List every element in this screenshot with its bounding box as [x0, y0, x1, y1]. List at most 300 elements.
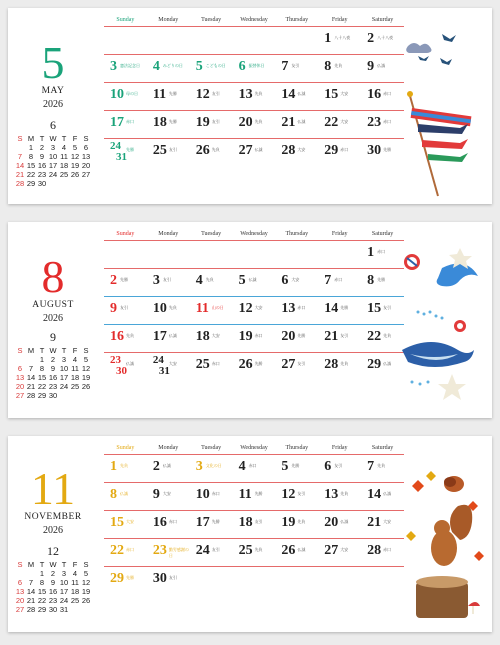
mini-day: 19 [70, 161, 80, 170]
month-grid [104, 14, 404, 166]
week-row [104, 138, 404, 166]
day-note: 赤口 [383, 547, 392, 552]
day-cell[interactable] [275, 241, 318, 268]
sea-animals-illustration [398, 222, 486, 418]
day-number: 12 [195, 87, 210, 102]
day-cell[interactable] [275, 567, 318, 594]
day-number: 5 [238, 273, 246, 288]
day-cell[interactable] [233, 139, 276, 166]
mini-weekday: T [61, 346, 67, 355]
mini-day: 15 [37, 373, 47, 382]
day-note: 大安 [340, 119, 349, 124]
mini-month-number: 12 [47, 544, 59, 558]
day-number: 9 [152, 487, 160, 502]
day-cell[interactable] [233, 455, 276, 482]
day-cell[interactable] [318, 83, 361, 110]
day-number: 2 [367, 31, 375, 46]
day-number: 25 [152, 143, 167, 158]
day-cell[interactable] [275, 269, 318, 296]
calendar-page-november [8, 436, 492, 632]
mini-calendar [8, 544, 98, 614]
mini-day: 30 [37, 179, 47, 188]
day-number: 1 [324, 31, 332, 46]
day-note: 憲法記念日 [120, 63, 140, 68]
day-number: 13 [238, 87, 253, 102]
mini-day: 28 [15, 179, 25, 188]
mini-weekday: W [49, 346, 57, 355]
mini-day: 20 [81, 161, 91, 170]
mini-weekday: T [61, 560, 67, 569]
day-note: 仏滅 [340, 519, 349, 524]
day-cell[interactable] [190, 539, 233, 566]
day-number: 7 [367, 459, 375, 474]
mini-day: 9 [50, 578, 56, 587]
day-cell[interactable] [233, 297, 276, 324]
day-cell[interactable] [190, 241, 233, 268]
day-cell[interactable] [190, 55, 233, 82]
mini-day: 8 [39, 364, 45, 373]
day-number: 1 [110, 459, 117, 474]
day-note: 友引 [383, 305, 392, 310]
day-number: 20 [281, 329, 296, 344]
day-cell[interactable] [190, 325, 233, 352]
day-cell[interactable] [318, 297, 361, 324]
day-number: 30 [116, 365, 127, 377]
mini-day: 3 [61, 569, 67, 578]
day-cell[interactable] [147, 325, 190, 352]
day-note: 友引 [291, 63, 300, 68]
mini-day: 18 [70, 373, 80, 382]
day-cell[interactable] [275, 83, 318, 110]
mini-weekday: T [39, 134, 45, 143]
day-number: 4 [152, 59, 160, 74]
day-number: 28 [324, 357, 339, 372]
week-row [104, 352, 404, 380]
mini-day: 25 [59, 170, 69, 179]
mini-day: 21 [26, 596, 36, 605]
mini-calendar [8, 118, 98, 188]
day-cell[interactable] [147, 539, 190, 566]
mini-day: 22 [26, 170, 36, 179]
mini-weekday: S [83, 134, 89, 143]
mini-day: 20 [15, 382, 25, 391]
day-note: 赤口 [334, 277, 343, 282]
day-number: 18 [152, 115, 167, 130]
day-cell[interactable] [275, 27, 318, 54]
day-note: 赤口 [248, 463, 257, 468]
mini-day: 23 [37, 170, 47, 179]
day-note: 先負 [168, 305, 177, 310]
mini-day: 21 [15, 170, 25, 179]
day-note: 山の日 [211, 305, 224, 310]
day-number: 12 [281, 487, 296, 502]
mini-weekday: M [27, 134, 35, 143]
day-note: 仏滅 [120, 491, 128, 496]
day-number: 16 [367, 87, 382, 102]
day-note: 友引 [297, 361, 306, 366]
mini-day: 5 [72, 143, 78, 152]
day-cell[interactable] [147, 27, 190, 54]
week-row [104, 82, 404, 110]
mini-day [70, 179, 81, 188]
day-note: 赤口 [168, 519, 177, 524]
day-cell[interactable] [190, 353, 233, 380]
mini-day: 16 [48, 373, 58, 382]
weekday-header [104, 228, 404, 240]
weekday-label: Wednesday [240, 17, 268, 23]
mini-weekday: F [72, 560, 78, 569]
day-note: 先負 [297, 519, 306, 524]
day-number: 11 [152, 87, 167, 102]
day-cell[interactable] [104, 55, 147, 82]
month-name: NOVEMBER [24, 512, 82, 522]
day-note: 先負 [254, 547, 263, 552]
mini-day: 26 [81, 596, 91, 605]
mini-day: 22 [37, 596, 47, 605]
day-cell[interactable] [147, 567, 190, 594]
mini-day: 30 [48, 391, 58, 400]
mini-day: 7 [28, 578, 34, 587]
day-cell[interactable] [318, 139, 361, 166]
day-note: 先勝 [254, 491, 263, 496]
day-number: 24 [152, 354, 164, 366]
day-cell[interactable] [104, 297, 147, 324]
month-header [8, 222, 104, 418]
day-cell[interactable] [233, 353, 276, 380]
day-number: 15 [110, 515, 124, 530]
day-cell[interactable] [233, 55, 276, 82]
mini-calendar [8, 330, 98, 400]
weekday-label: Sunday [116, 231, 135, 237]
day-cell[interactable] [104, 139, 147, 166]
day-note: 友引 [211, 547, 220, 552]
day-number: 21 [367, 515, 382, 530]
mini-day: 12 [81, 578, 91, 587]
day-number: 23 [110, 354, 121, 366]
mini-day: 1 [39, 569, 45, 578]
day-cell[interactable] [275, 353, 318, 380]
day-cell[interactable] [233, 241, 276, 268]
weekday-label: Monday [158, 231, 179, 237]
mini-day: 10 [59, 578, 69, 587]
day-cell[interactable] [147, 483, 190, 510]
day-cell[interactable] [275, 111, 318, 138]
day-cell[interactable] [275, 539, 318, 566]
day-cell[interactable] [104, 567, 147, 594]
mini-day: 14 [15, 161, 25, 170]
mini-day: 24 [59, 596, 69, 605]
weekday-label: Thursday [285, 445, 309, 451]
day-cell[interactable] [104, 325, 147, 352]
day-cell[interactable] [275, 297, 318, 324]
day-cell[interactable] [190, 511, 233, 538]
day-number: 26 [281, 543, 296, 558]
weekday-label: Friday [331, 445, 348, 451]
day-cell[interactable] [318, 353, 361, 380]
day-cell[interactable] [104, 111, 147, 138]
day-number: 12 [238, 301, 253, 316]
day-cell[interactable] [275, 455, 318, 482]
day-note: 仏滅 [248, 277, 257, 282]
mini-day [15, 569, 26, 578]
month-header [8, 436, 104, 632]
mini-day [26, 355, 37, 364]
day-note: 先勝 [126, 147, 134, 152]
mini-day: 11 [71, 364, 79, 373]
day-number: 25 [195, 357, 210, 372]
day-cell[interactable] [147, 353, 190, 380]
day-number: 17 [195, 515, 210, 530]
day-note: 大安 [126, 519, 134, 524]
day-number: 19 [195, 115, 210, 130]
day-number: 27 [281, 357, 296, 372]
day-cell[interactable] [318, 511, 361, 538]
mini-day: 25 [70, 382, 80, 391]
mini-day: 17 [59, 587, 69, 596]
squirrel-illustration [398, 436, 486, 632]
day-note: 大安 [297, 147, 306, 152]
day-cell[interactable] [318, 567, 361, 594]
day-note: 先勝 [168, 119, 177, 124]
day-cell[interactable] [147, 511, 190, 538]
week-row [104, 240, 404, 268]
day-cell[interactable] [275, 483, 318, 510]
day-cell[interactable] [275, 325, 318, 352]
day-number: 17 [152, 329, 167, 344]
day-number: 8 [110, 487, 117, 502]
day-note: 文化の日 [205, 463, 222, 468]
day-note: 先負 [120, 463, 128, 468]
day-note: 友引 [297, 491, 306, 496]
mini-day: 20 [15, 596, 25, 605]
day-cell[interactable] [190, 27, 233, 54]
mini-day: 31 [59, 605, 69, 614]
mini-day: 12 [70, 152, 80, 161]
day-cell[interactable] [190, 139, 233, 166]
day-cell[interactable] [275, 511, 318, 538]
week-row [104, 566, 404, 594]
day-number: 21 [324, 329, 339, 344]
day-cell[interactable] [233, 27, 276, 54]
day-cell[interactable] [147, 83, 190, 110]
day-note: こどもの日 [205, 63, 226, 68]
day-cell[interactable] [190, 297, 233, 324]
mini-day: 13 [81, 152, 91, 161]
weekday-label: Saturday [371, 231, 394, 237]
day-note: 友引 [120, 305, 128, 310]
month-name: MAY [41, 86, 65, 96]
month-number: 11 [30, 463, 76, 514]
day-cell[interactable] [233, 269, 276, 296]
day-cell[interactable] [318, 325, 361, 352]
day-cell[interactable] [104, 353, 147, 380]
day-cell[interactable] [147, 269, 190, 296]
day-note: 仏滅 [383, 361, 392, 366]
day-number: 13 [281, 301, 296, 316]
mini-day: 15 [26, 161, 36, 170]
day-number: 6 [238, 59, 246, 74]
mini-day [81, 179, 92, 188]
day-number: 27 [238, 143, 253, 158]
day-note: 大安 [383, 519, 392, 524]
day-note: 仏滅 [383, 491, 392, 496]
day-number: 4 [195, 273, 203, 288]
mini-day: 11 [71, 578, 79, 587]
day-cell[interactable] [104, 539, 147, 566]
day-cell[interactable] [318, 483, 361, 510]
week-row [104, 268, 404, 296]
day-cell[interactable] [318, 27, 361, 54]
day-note: 赤口 [211, 491, 220, 496]
mini-weekday: S [17, 134, 23, 143]
day-cell[interactable] [147, 139, 190, 166]
day-number: 22 [367, 329, 382, 344]
mini-weekday: T [61, 134, 67, 143]
mini-day: 19 [81, 587, 91, 596]
mini-day: 24 [59, 382, 69, 391]
day-cell[interactable] [190, 269, 233, 296]
mini-weekday: T [39, 346, 45, 355]
day-note: 先負 [383, 333, 392, 338]
day-number: 1 [367, 245, 375, 260]
day-cell[interactable] [275, 139, 318, 166]
day-cell[interactable] [233, 83, 276, 110]
day-note: 赤口 [377, 249, 386, 254]
day-number: 18 [238, 515, 253, 530]
day-cell[interactable] [318, 539, 361, 566]
day-number: 2 [110, 273, 117, 288]
day-number: 31 [116, 151, 127, 163]
mini-day: 10 [48, 152, 58, 161]
day-cell[interactable] [190, 83, 233, 110]
weekday-header [104, 14, 404, 26]
day-cell[interactable] [104, 241, 147, 268]
day-cell[interactable] [318, 111, 361, 138]
week-row [104, 538, 404, 566]
day-number: 29 [324, 143, 339, 158]
day-note: 仏滅 [297, 547, 306, 552]
day-cell[interactable] [104, 455, 147, 482]
day-note: みどりの日 [162, 63, 183, 68]
day-cell[interactable] [233, 511, 276, 538]
mini-day: 9 [39, 152, 45, 161]
mini-weekday: T [39, 560, 45, 569]
mini-weekday: M [27, 560, 35, 569]
month-grid [104, 442, 404, 594]
day-note: 先負 [334, 63, 343, 68]
day-cell[interactable] [233, 111, 276, 138]
day-cell[interactable] [233, 483, 276, 510]
day-note: 八十八夜 [334, 35, 351, 40]
day-number: 11 [238, 487, 252, 502]
day-cell[interactable] [104, 269, 147, 296]
day-cell[interactable] [147, 55, 190, 82]
day-number: 9 [367, 59, 375, 74]
mini-day: 27 [15, 391, 25, 400]
day-number: 19 [238, 329, 253, 344]
day-cell[interactable] [104, 27, 147, 54]
day-cell[interactable] [104, 511, 147, 538]
day-cell[interactable] [190, 455, 233, 482]
day-number: 6 [324, 459, 332, 474]
day-cell[interactable] [147, 241, 190, 268]
day-note: 赤口 [126, 547, 134, 552]
day-note: 先負 [340, 361, 349, 366]
day-note: 先勝 [120, 277, 128, 282]
day-cell[interactable] [104, 83, 147, 110]
week-row [104, 296, 404, 324]
day-number: 2 [152, 459, 160, 474]
day-cell[interactable] [233, 325, 276, 352]
day-note: 先負 [205, 277, 214, 282]
day-number: 26 [238, 357, 253, 372]
mini-day [59, 391, 70, 400]
day-number: 3 [152, 273, 160, 288]
week-row [104, 110, 404, 138]
day-cell[interactable] [318, 241, 361, 268]
day-cell[interactable] [147, 111, 190, 138]
day-note: 大安 [340, 547, 349, 552]
day-note: 先勝 [291, 463, 300, 468]
day-cell[interactable] [147, 455, 190, 482]
day-number: 5 [281, 459, 289, 474]
mini-day: 10 [59, 364, 69, 373]
day-number: 20 [324, 515, 339, 530]
day-number: 6 [281, 273, 289, 288]
mini-day: 2 [39, 143, 45, 152]
day-number: 28 [281, 143, 296, 158]
day-note: 友引 [211, 91, 220, 96]
day-note: 友引 [340, 333, 349, 338]
day-cell[interactable] [275, 55, 318, 82]
day-number: 5 [195, 59, 203, 74]
day-number: 31 [158, 365, 170, 377]
day-number: 16 [110, 329, 124, 344]
mini-day: 2 [50, 355, 56, 364]
day-note: 先負 [377, 463, 386, 468]
day-note: 仏滅 [168, 333, 177, 338]
month-number: 5 [41, 37, 65, 88]
day-cell[interactable] [233, 539, 276, 566]
day-cell[interactable] [318, 55, 361, 82]
day-cell[interactable] [318, 269, 361, 296]
mini-day [15, 355, 26, 364]
mini-day [48, 179, 59, 188]
day-note: 友引 [168, 575, 177, 580]
day-cell[interactable] [233, 567, 276, 594]
day-number: 8 [367, 273, 375, 288]
day-cell[interactable] [318, 455, 361, 482]
day-cell[interactable] [190, 111, 233, 138]
weekday-label: Sunday [116, 445, 135, 451]
mini-day: 27 [81, 170, 91, 179]
mini-day [70, 605, 81, 614]
mini-day: 12 [81, 364, 91, 373]
mini-day: 4 [72, 569, 78, 578]
day-cell[interactable] [147, 297, 190, 324]
month-year: 2026 [43, 99, 63, 110]
day-note: 先負 [211, 147, 220, 152]
day-cell[interactable] [190, 567, 233, 594]
day-number: 7 [281, 59, 289, 74]
day-note: 仏滅 [254, 147, 263, 152]
day-number: 15 [367, 301, 382, 316]
mini-weekday: W [49, 134, 57, 143]
day-cell[interactable] [104, 483, 147, 510]
day-note: 振替休日 [248, 63, 265, 68]
day-cell[interactable] [190, 483, 233, 510]
mini-day [70, 391, 81, 400]
